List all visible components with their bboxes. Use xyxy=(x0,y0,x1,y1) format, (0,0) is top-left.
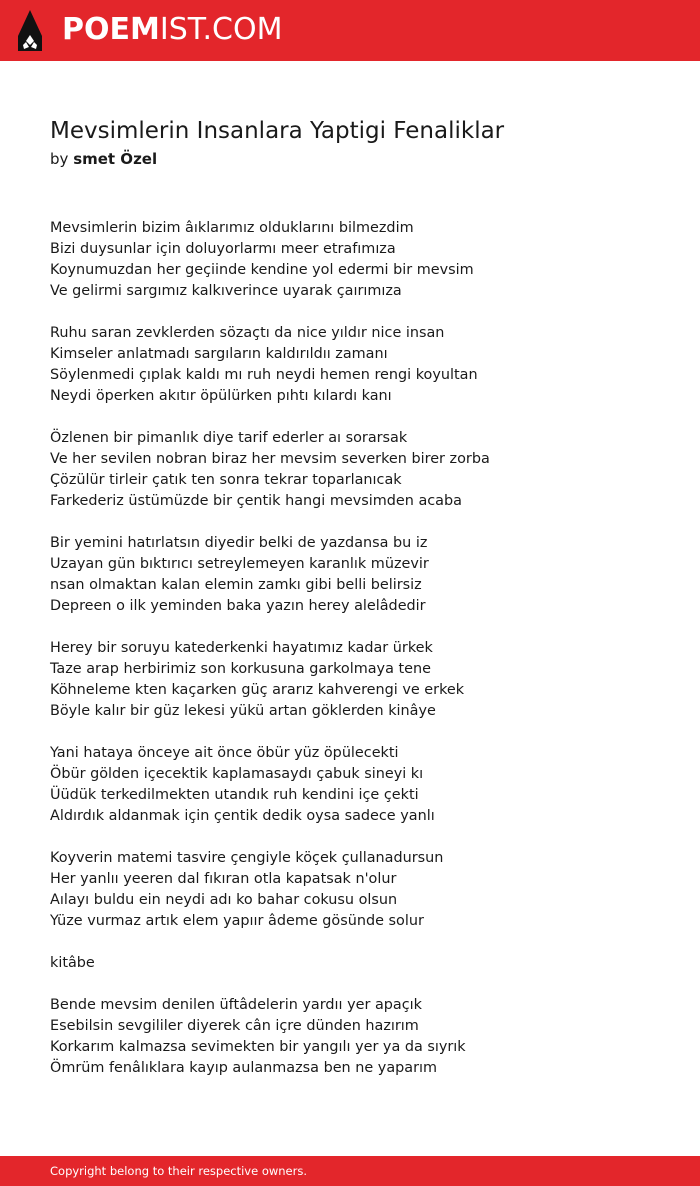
poem-line: Depreen o ilk yeminden baka yazın herey alelâdedir xyxy=(50,598,426,614)
poem-line: nsan olmaktan kalan elemin zamkı gibi belli belirsiz xyxy=(50,577,422,593)
poem-line: kitâbe xyxy=(50,955,95,971)
poem-line: Üüdük terkedilmekten utandık ruh kendini içe çekti xyxy=(50,787,419,803)
poem-line: Koyverin matemi tasvire çengiyle köçek çullanadursun xyxy=(50,850,444,866)
site-logo[interactable] xyxy=(62,12,282,48)
poem-stanza xyxy=(50,428,670,512)
poem-line: Böyle kalır bir güz lekesi yükü artan göklerden kinâye xyxy=(50,703,436,719)
poem-line: Söylenmedi çıplak kaldı mı ruh neydi hemen rengi koyultan xyxy=(50,367,478,383)
poem-line: Çözülür tirleir çatık ten sonra tekrar toparlanıcak xyxy=(50,472,402,488)
poem-stanza xyxy=(50,533,670,617)
poem-line: Mevsimlerin bizim âıklarımız olduklarını bilmezdim xyxy=(50,220,414,236)
poem-line: Yüze vurmaz artık elem yapıır âdeme gösünde solur xyxy=(50,913,424,929)
poem-stanza xyxy=(50,638,670,722)
poem-line: Bizi duysunlar için doluyorlarmı meer etrafımıza xyxy=(50,241,396,257)
poem-stanza xyxy=(50,995,670,1079)
poem-line: Öbür gölden içecektik kaplamasaydı çabuk sineyi kı xyxy=(50,766,424,782)
byline xyxy=(50,148,157,170)
poem-line: Taze arap herbirimiz son korkusuna garkolmaya tene xyxy=(50,661,431,677)
logo-bold-text: POEM xyxy=(62,12,160,47)
poem-line: Her yanlıı yeeren dal fıkıran otla kapatsak n'olur xyxy=(50,871,397,887)
poem-stanza xyxy=(50,218,670,302)
poem-body xyxy=(50,218,670,1100)
poem-line: Neydi öperken akıtır öpülürken pıhtı kılardı kanı xyxy=(50,388,392,404)
poem-line: Farkederiz üstümüzde bir çentik hangi mevsimden acaba xyxy=(50,493,462,509)
poem-line: Herey bir soruyu katederkenki hayatımız kadar ürkek xyxy=(50,640,433,656)
poem-line: Uzayan gün bıktırıcı setreylemeyen karanlık müzevir xyxy=(50,556,429,572)
poem-line: Aldırdık aldanmak için çentik dedik oysa sadece yanlı xyxy=(50,808,435,824)
poem-stanza xyxy=(50,848,670,932)
author-name: smet Özel xyxy=(73,150,158,168)
poem-line: Özlenen bir pimanlık diye tarif ederler aı sorarsak xyxy=(50,430,408,446)
poem-line: Koynumuzdan her geçiinde kendine yol edermi bir mevsim xyxy=(50,262,474,278)
copyright-text: Copyright belong to their respective owners. xyxy=(50,1164,308,1178)
byline-prefix: by xyxy=(50,150,69,168)
poem-line: Ruhu saran zevklerden sözaçtı da nice yıldır nice insan xyxy=(50,325,445,341)
poem-stanza xyxy=(50,953,670,974)
pencil-logo-icon[interactable] xyxy=(17,9,43,52)
poem-title: Mevsimlerin Insanlara Yaptigi Fenaliklar xyxy=(50,118,505,144)
poem-line: Esebilsin sevgililer diyerek cân içre dünden hazırım xyxy=(50,1018,419,1034)
poem-line: Yani hataya önceye ait önce öbür yüz öpülecekti xyxy=(50,745,399,761)
poem-stanza xyxy=(50,743,670,827)
poem-line: Ömrüm fenâlıklara kayıp aulanmazsa ben ne yaparım xyxy=(50,1060,438,1076)
poem-line: Ve her sevilen nobran biraz her mevsim severken birer zorba xyxy=(50,451,490,467)
poem-line: Korkarım kalmazsa sevimekten bir yangılı yer ya da sıyrık xyxy=(50,1039,466,1055)
poem-line: Köhneleme kten kaçarken güç ararız kahverengi ve erkek xyxy=(50,682,465,698)
site-header xyxy=(0,0,700,61)
poem-line: Bende mevsim denilen üftâdelerin yardıı yer apaçık xyxy=(50,997,422,1013)
site-footer xyxy=(0,1156,700,1186)
poem-line: Ve gelirmi sargımız kalkıverince uyarak çaırımıza xyxy=(50,283,402,299)
poem-line: Aılayı buldu ein neydi adı ko bahar cokusu olsun xyxy=(50,892,398,908)
poem-stanza xyxy=(50,323,670,407)
poem-line: Kimseler anlatmadı sargıların kaldırıldıı zamanı xyxy=(50,346,388,362)
poem-line: Bir yemini hatırlatsın diyedir belki de yazdansa bu iz xyxy=(50,535,428,551)
logo-light-text: IST.COM xyxy=(159,12,283,47)
